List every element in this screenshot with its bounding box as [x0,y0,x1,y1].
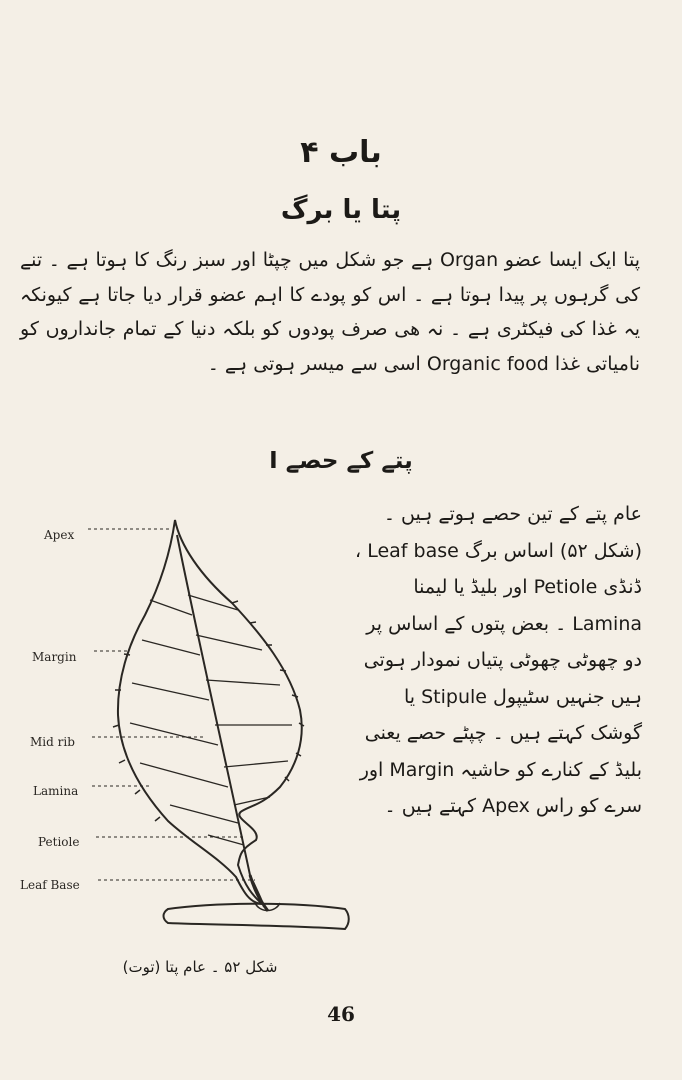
chapter-heading: باب ۴ [300,135,382,170]
label-mid-rib: Mid rib [30,735,75,749]
branch-stem [164,904,349,929]
label-lamina: Lamina [33,784,79,798]
leaf-veins [130,595,292,845]
label-margin: Margin [32,650,77,664]
section-heading: I پتے کے حصے [269,448,413,474]
label-petiole: Petiole [38,835,80,849]
label-leaf-base: Leaf Base [20,878,80,892]
leaf-parts-paragraph: عام پتے کے تین حصے ہوتے ہیں ۔ (شکل ۵۲) اساس برگ Leaf base ، ڈنڈی Petiole اور بلیڈ یا لیمنا Lamina ۔ بعض پتوں کے اساس پر دو چھوٹی چھوٹی پتیاں نمودار ہوتی ہیں جنہیں سٹیپول Stipule یا گوشک کہتے ہیں ۔ چپٹے حصے یعنی بلیڈ کے کنارے کو حاشیہ Margin اور سرے کو راس Apex کہتے ہیں ۔ [355,503,642,817]
leaf-midrib [177,535,264,907]
leaf-figure [0,505,360,945]
label-apex: Apex [44,528,75,542]
chapter-subtitle: پتا یا برگ [280,195,402,225]
figure-caption: شکل ۵۲ ۔ عام پتا (توت) [122,958,278,976]
leaf-blade [118,520,302,904]
label-leaders [88,529,255,880]
intro-paragraph: پتا ایک ایسا عضو Organ ہے جو شکل میں چپٹا اور سبز رنگ کا ہوتا ہے ۔ تنے کی گرہوں پر پیدا ہوتا ہے ۔ اس کو پودے کا اہم عضو قرار دیا جاتا ہے کیونکہ یہ غذا کی فیکٹری ہے ۔ نہ ھی صرف پودوں کو بلکہ دنیا کے تمام جانداروں کو نامیاتی غذا Organic food اسی سے میسر ہوتی ہے ۔ [20,249,640,375]
page-number: 46 [327,1002,355,1026]
